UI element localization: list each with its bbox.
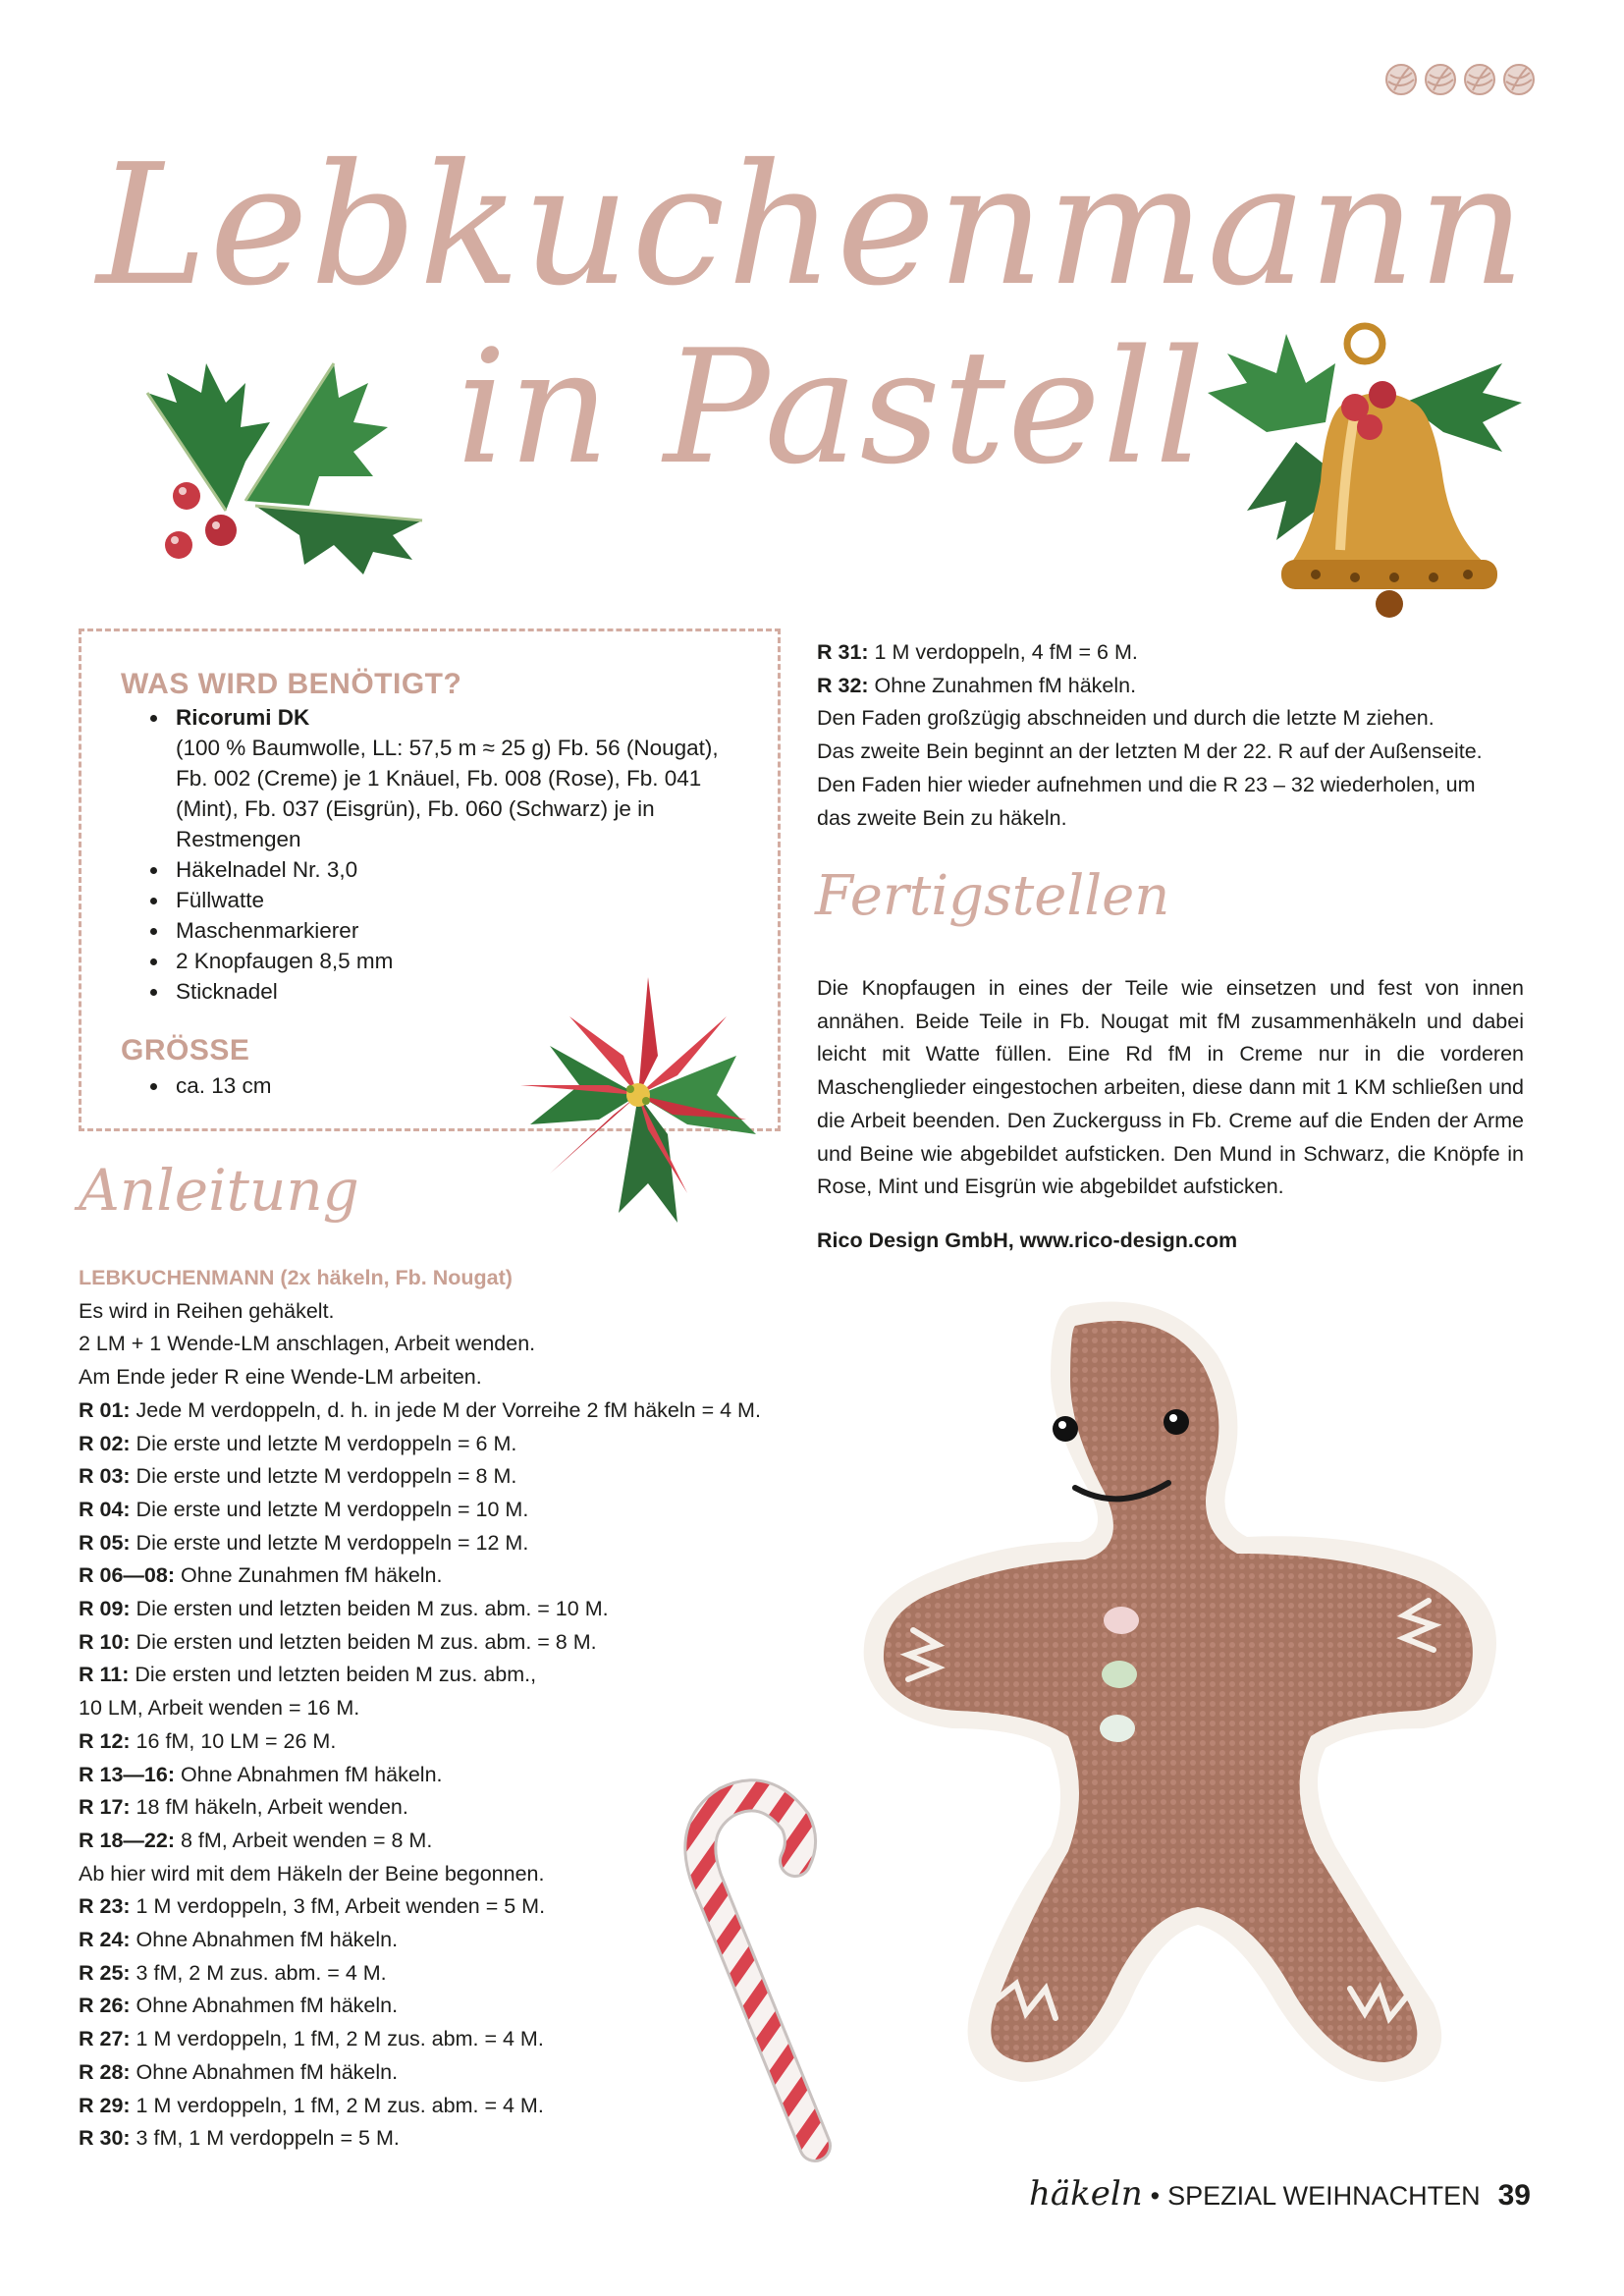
yarn-ball-icon — [1424, 63, 1457, 96]
row-instruction: R 25: 3 fM, 2 M zus. abm. = 4 M. — [79, 1960, 387, 1985]
list-item — [170, 702, 759, 854]
finishing-heading: Fertigstellen — [815, 864, 1170, 928]
row-instruction: R 24: Ohne Abnahmen fM häkeln. — [79, 1928, 399, 1952]
credit-line: Rico Design GmbH, www.rico-design.com — [817, 1229, 1238, 1252]
row-instruction: R 17: 18 fM häkeln, Arbeit wenden. — [79, 1795, 408, 1820]
list-item: • Sticknadel — [170, 976, 759, 1007]
size-list — [135, 1070, 272, 1101]
yarn-detail: Fb. 002 (Creme) je 1 Knäuel, Fb. 008 (Rose), Fb. 041 — [176, 766, 702, 791]
row-instruction: R 30: 3 fM, 1 M verdoppeln = 5 M. — [79, 2126, 400, 2151]
list-item: • Maschenmarkierer — [170, 915, 759, 946]
finishing-text: Die Knopfaugen in eines der Teile wie einsetzen und fest von innen annähen. Beide Teile in Fb. Nougat mit fM zusammenhäkeln und dabei leicht mit Watte füllen. Eine Rd fM in Creme nur in die vorderen Maschenglieder eingestochen arbeiten, diese dann mit 1 KM schließen und die Arbeit beenden. Den Zuckerguss in Fb. Creme auf die Enden der Arme und Beine wie abgebildet aufsticken. Den Mund in Schwarz, die Knöpfe in Rose, Mint und Eisgrün wie abgebildet aufsticken. — [817, 976, 1524, 1199]
row-instruction: R 28: Ohne Abnahmen fM häkeln. — [79, 2059, 399, 2084]
yarn-detail: Restmengen — [176, 827, 301, 851]
yarn-detail: (Mint), Fb. 037 (Eisgrün), Fb. 060 (Schwarz) je in — [176, 796, 655, 821]
instructions-heading: Anleitung — [79, 1157, 359, 1224]
yarn-detail: (100 % Baumwolle, LL: 57,5 m ≈ 25 g) Fb. 56 (Nougat), — [176, 736, 719, 760]
yarn-ball-icon — [1463, 63, 1496, 96]
page-number: 39 — [1497, 2179, 1531, 2212]
intro-line: Es wird in Reihen gehäkelt. — [79, 1298, 335, 1323]
row-instruction: das zweite Bein zu häkeln. — [817, 805, 1067, 830]
list-item: • Füllwatte — [170, 885, 759, 915]
row-instruction: R 13—16: Ohne Abnahmen fM häkeln. — [79, 1762, 443, 1786]
intro-line: 2 LM + 1 Wende-LM anschlagen, Arbeit wenden. — [79, 1332, 536, 1356]
yarn-name: Ricorumi DK — [176, 705, 310, 730]
row-instruction: Den Faden großzügig abschneiden und durch die letzte M ziehen. — [817, 706, 1435, 731]
poinsettia-illustration — [511, 957, 766, 1242]
materials-heading: WAS WIRD BENÖTIGT? — [121, 668, 462, 700]
row-instruction: R 09: Die ersten und letzten beiden M zus. abm. = 10 M. — [79, 1597, 609, 1621]
row-instruction: R 06—08: Ohne Zunahmen fM häkeln. — [79, 1563, 443, 1588]
row-instruction: 10 LM, Arbeit wenden = 16 M. — [79, 1696, 360, 1721]
row-instruction: R 04: Die erste und letzte M verdoppeln = 10 M. — [79, 1497, 529, 1521]
section-name: SPEZIAL WEIHNACHTEN — [1167, 2181, 1481, 2211]
row-instruction: R 27: 1 M verdoppeln, 1 fM, 2 M zus. abm. = 4 M. — [79, 2027, 544, 2051]
list-item: • Häkelnadel Nr. 3,0 — [170, 854, 759, 885]
row-instruction: Den Faden hier wieder aufnehmen und die R 23 – 32 wiederholen, um — [817, 772, 1476, 796]
instructions-subheading: LEBKUCHENMANN (2x häkeln, Fb. Nougat) — [79, 1266, 513, 1289]
row-instruction: R 26: Ohne Abnahmen fM häkeln. — [79, 1994, 399, 2018]
intro-line: Am Ende jeder R eine Wende-LM arbeiten. — [79, 1365, 482, 1390]
page-footer — [1029, 2174, 1531, 2214]
row-instruction: R 02: Die erste und letzte M verdoppeln = 6 M. — [79, 1431, 517, 1455]
row-instruction: R 11: Die ersten und letzten beiden M zus. abm., — [79, 1663, 537, 1687]
row-instruction: Das zweite Bein beginnt an der letzten M der 22. R auf der Außenseite. — [817, 739, 1483, 764]
row-instruction: R 12: 16 fM, 10 LM = 26 M. — [79, 1728, 337, 1753]
yarn-ball-icon — [1384, 63, 1418, 96]
row-instruction: R 29: 1 M verdoppeln, 1 fM, 2 M zus. abm. = 4 M. — [79, 2093, 544, 2117]
row-instruction: Ab hier wird mit dem Häkeln der Beine begonnen. — [79, 1861, 545, 1886]
row-instruction: R 01: Jede M verdoppeln, d. h. in jede M der Vorreihe 2 fM häkeln = 4 M. — [79, 1397, 761, 1422]
instructions-continued — [817, 636, 1524, 835]
footer-separator: • — [1150, 2181, 1161, 2211]
row-instruction: R 03: Die erste und letzte M verdoppeln = 8 M. — [79, 1464, 517, 1489]
list-item: • ca. 13 cm — [170, 1070, 272, 1101]
magazine-name: häkeln — [1028, 2174, 1143, 2214]
size-heading: GRÖSSE — [121, 1034, 250, 1066]
row-instruction: R 32: Ohne Zunahmen fM häkeln. — [817, 673, 1137, 697]
row-instruction: R 31: 1 M verdoppeln, 4 fM = 6 M. — [817, 640, 1138, 664]
list-item: • 2 Knopfaugen 8,5 mm — [170, 946, 759, 976]
row-instruction: R 05: Die erste und letzte M verdoppeln = 12 M. — [79, 1530, 529, 1555]
row-instruction: R 10: Die ersten und letzten beiden M zus. abm. = 8 M. — [79, 1629, 597, 1654]
row-instruction: R 18—22: 8 fM, Arbeit wenden = 8 M. — [79, 1828, 433, 1852]
holly-illustration — [108, 334, 432, 579]
page-title-line1: Lebkuchenmann — [96, 129, 1528, 323]
yarn-rating — [1384, 63, 1536, 96]
page-title-line2: in Pastell — [456, 315, 1208, 499]
yarn-ball-icon — [1502, 63, 1536, 96]
row-instruction: R 23: 1 M verdoppeln, 3 fM, Arbeit wenden = 5 M. — [79, 1894, 546, 1919]
gingerbread-man-photo — [805, 1296, 1532, 2102]
bell-illustration — [1208, 314, 1542, 629]
